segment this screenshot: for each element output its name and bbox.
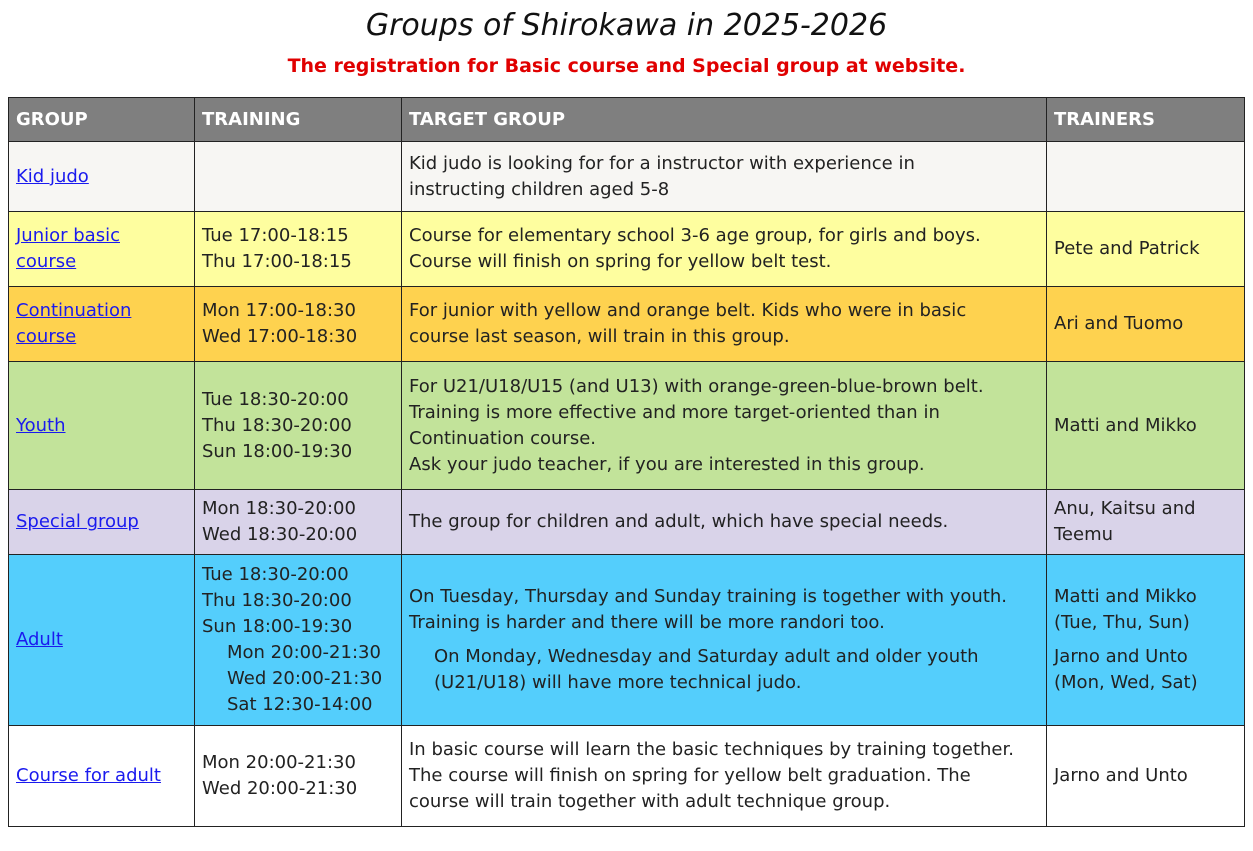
training-time: Wed 20:00-21:30 [227, 668, 383, 689]
target-line: Kid judo is looking for for a instructor with experience in [409, 152, 915, 174]
training-time: Tue 18:30-20:00 [202, 388, 349, 410]
training-time: Sun 18:00-19:30 [202, 440, 353, 462]
training-time: Wed 18:30-20:00 [202, 524, 358, 545]
target-cell [402, 362, 1047, 490]
target-line: On Monday, Wednesday and Saturday adult and older youth [434, 646, 979, 667]
target-line: course last season, will train in this group. [409, 326, 790, 347]
groups-table [8, 97, 1245, 827]
target-cell [402, 287, 1047, 362]
target-cell [402, 142, 1047, 212]
header-target-group: TARGET GROUP [402, 98, 1047, 142]
trainer-line: Matti and Mikko [1054, 414, 1197, 436]
trainer-line: Jarno and Unto [1054, 646, 1188, 667]
group-link-line[interactable]: course [16, 326, 77, 347]
trainer-line: Ari and Tuomo [1054, 313, 1184, 334]
training-time: Thu 18:30-20:00 [202, 414, 352, 436]
trainers-cell [1047, 142, 1245, 212]
trainer-line: Anu, Kaitsu and [1054, 498, 1196, 519]
target-line: For U21/U18/U15 (and U13) with orange-green-blue-brown belt. [409, 375, 984, 397]
training-cell [195, 287, 402, 362]
training-cell [195, 142, 402, 212]
table-header-row [9, 98, 1245, 142]
target-line: On Tuesday, Thursday and Sunday training is together with youth. [409, 586, 1008, 607]
trainers-cell [1047, 726, 1245, 827]
trainer-line: Matti and Mikko [1054, 586, 1197, 607]
training-cell [195, 490, 402, 555]
group-link-line[interactable]: course [16, 251, 77, 272]
registration-notice: The registration for Basic course and Special group at website. [287, 55, 966, 77]
target-line: Continuation course. [409, 427, 596, 449]
group-cell [9, 212, 195, 287]
training-cell [195, 726, 402, 827]
target-line: instructing children aged 5-8 [409, 178, 670, 200]
table-row [9, 362, 1245, 490]
training-time: Sat 12:30-14:00 [227, 694, 373, 715]
group-cell [9, 287, 195, 362]
target-line: (U21/U18) will have more technical judo. [434, 672, 802, 693]
target-cell [402, 555, 1047, 726]
training-cell [195, 212, 402, 287]
target-cell [402, 212, 1047, 287]
target-cell [402, 726, 1047, 827]
target-line: For junior with yellow and orange belt. Kids who were in basic [409, 300, 967, 321]
target-line: Ask your judo teacher, if you are interested in this group. [409, 453, 925, 475]
group-link-special-group[interactable]: Special group [16, 511, 139, 532]
training-time: Tue 17:00-18:15 [202, 225, 349, 246]
group-link-line[interactable]: Junior basic [16, 225, 120, 246]
table-row [9, 726, 1245, 827]
training-time: Wed 17:00-18:30 [202, 326, 358, 347]
group-cell [9, 362, 195, 490]
trainer-line: Jarno and Unto [1054, 765, 1188, 786]
training-time: Tue 18:30-20:00 [202, 564, 349, 585]
target-line: Course for elementary school 3-6 age group, for girls and boys. [409, 225, 981, 246]
trainer-line: (Tue, Thu, Sun) [1054, 612, 1190, 633]
target-line: In basic course will learn the basic techniques by training together. [409, 739, 1014, 760]
group-link-kid-judo[interactable]: Kid judo [16, 165, 89, 187]
training-time: Mon 17:00-18:30 [202, 300, 356, 321]
training-cell [195, 555, 402, 726]
training-cell [195, 362, 402, 490]
training-time: Thu 18:30-20:00 [202, 590, 352, 611]
training-time: Sun 18:00-19:30 [202, 616, 353, 637]
training-time: Mon 20:00-21:30 [227, 642, 381, 663]
header-trainers: TRAINERS [1047, 98, 1245, 142]
training-time: Thu 17:00-18:15 [202, 251, 352, 272]
table-row [9, 212, 1245, 287]
target-cell [402, 490, 1047, 555]
table-row [9, 490, 1245, 555]
training-time: Mon 18:30-20:00 [202, 498, 356, 519]
trainers-cell [1047, 212, 1245, 287]
table-row [9, 287, 1245, 362]
group-link-adult[interactable]: Adult [16, 629, 63, 650]
target-paragraph [409, 644, 1039, 696]
table-row [9, 555, 1245, 726]
group-cell [9, 555, 195, 726]
training-time: Wed 20:00-21:30 [202, 778, 358, 799]
group-link-junior-basic-course[interactable] [16, 223, 187, 275]
page-title: Groups of Shirokawa in 2025-2026 [365, 8, 888, 43]
target-line: Training is more effective and more target-oriented than in [409, 401, 940, 423]
group-cell [9, 726, 195, 827]
target-line: course will train together with adult technique group. [409, 791, 891, 812]
group-cell [9, 142, 195, 212]
trainers-cell [1047, 362, 1245, 490]
trainers-cell [1047, 287, 1245, 362]
trainer-line: Teemu [1054, 524, 1114, 545]
trainers-cell [1047, 490, 1245, 555]
group-link-course-for-adult[interactable]: Course for adult [16, 765, 161, 786]
group-link-line[interactable]: Continuation [16, 300, 132, 321]
target-line: The group for children and adult, which have special needs. [409, 511, 949, 532]
group-link-youth[interactable]: Youth [16, 414, 66, 436]
table-row [9, 142, 1245, 212]
header-training: TRAINING [195, 98, 402, 142]
target-line: The course will finish on spring for yellow belt graduation. The [409, 765, 971, 786]
training-time: Mon 20:00-21:30 [202, 752, 356, 773]
target-line: Training is harder and there will be more randori too. [409, 612, 885, 633]
trainers-cell [1047, 555, 1245, 726]
trainer-line: Pete and Patrick [1054, 238, 1200, 259]
trainer-line: (Mon, Wed, Sat) [1054, 672, 1198, 693]
header-group: GROUP [9, 98, 195, 142]
group-link-continuation-course[interactable] [16, 298, 187, 350]
target-line: Course will finish on spring for yellow belt test. [409, 251, 832, 272]
group-cell [9, 490, 195, 555]
